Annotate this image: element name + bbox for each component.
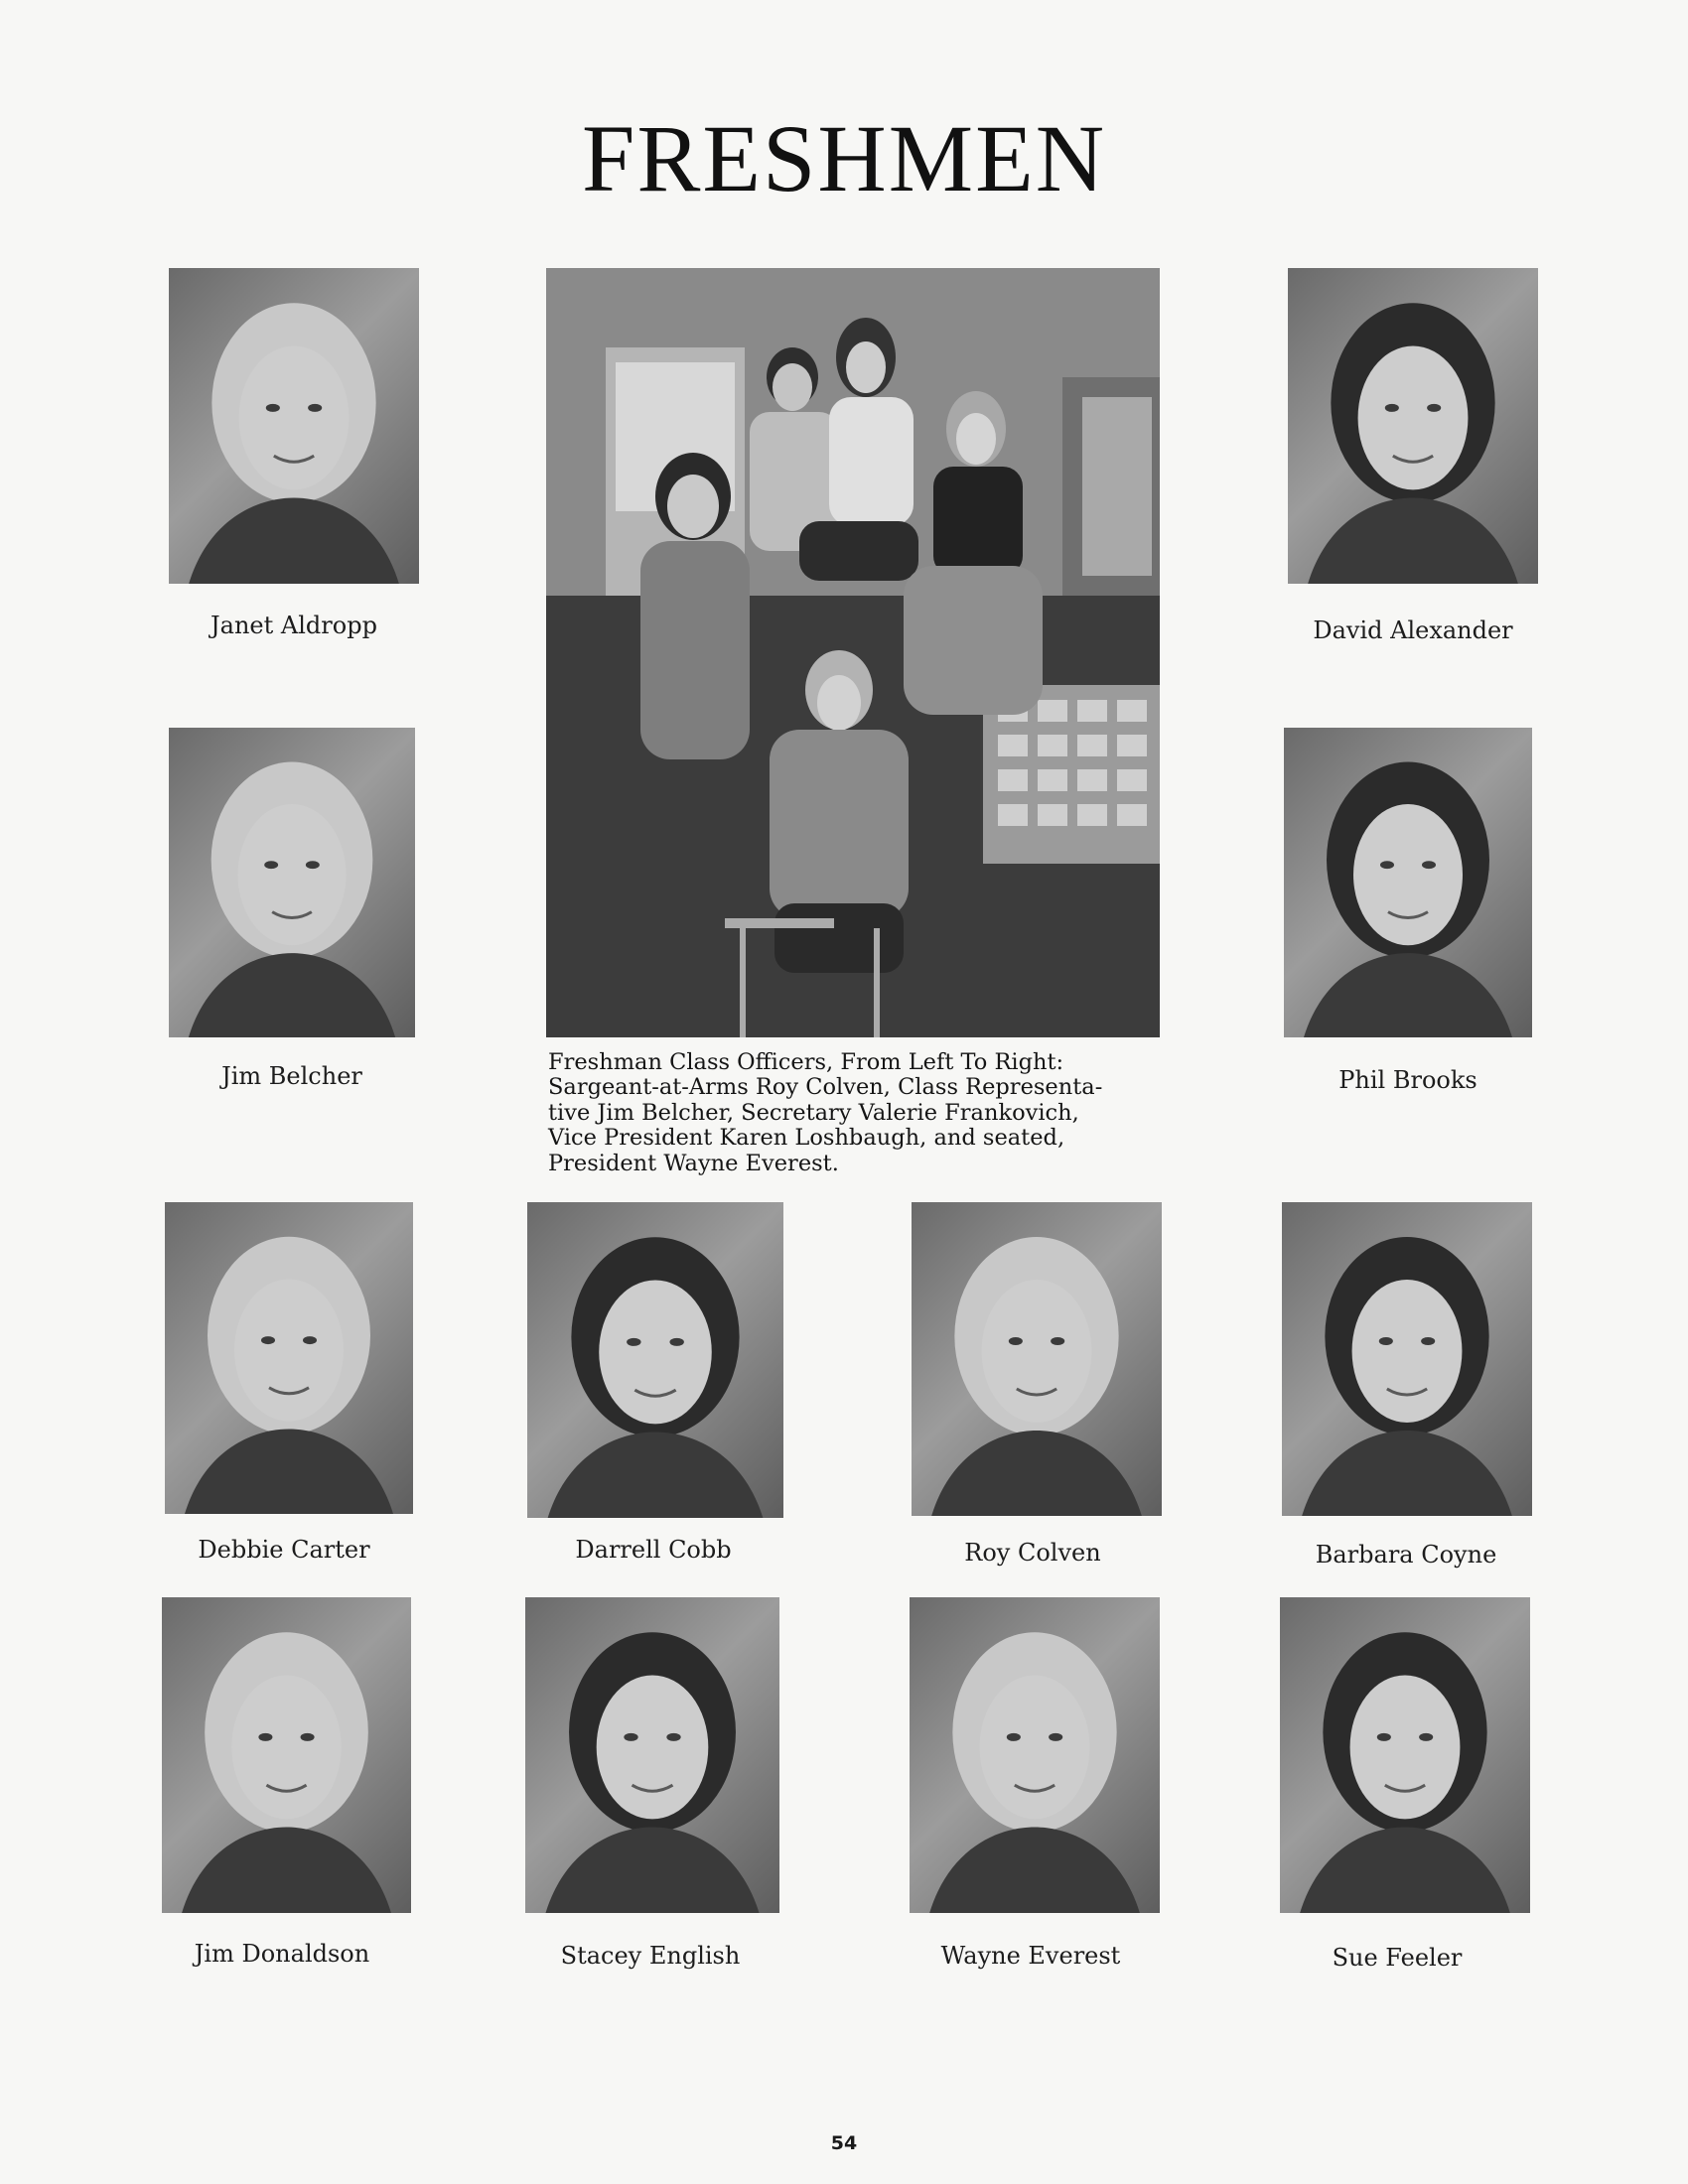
portrait-silhouette [169, 268, 419, 584]
page-title: FRESHMEN [581, 105, 1107, 211]
portrait-name: Debbie Carter [198, 1536, 370, 1564]
portrait-photo [527, 1202, 783, 1518]
portrait-silhouette [1284, 728, 1532, 1037]
portrait-name: Roy Colven [964, 1539, 1101, 1567]
portrait-name: Phil Brooks [1338, 1066, 1477, 1094]
portrait-silhouette [169, 728, 415, 1037]
portrait-photo [165, 1202, 413, 1514]
portrait-silhouette [912, 1202, 1162, 1516]
caption-line: Sargeant-at-Arms Roy Colven, Class Representa- [548, 1074, 1103, 1101]
portrait-photo [1288, 268, 1538, 584]
portrait-name: Barbara Coyne [1315, 1541, 1497, 1569]
class-officers-group-photo [546, 268, 1160, 1037]
portrait-name: Darrell Cobb [575, 1536, 732, 1564]
portrait-name: Stacey English [560, 1942, 741, 1970]
portrait-name: Jim Donaldson [194, 1940, 370, 1968]
portrait-photo [169, 728, 415, 1037]
portrait-photo [1282, 1202, 1532, 1516]
portrait-name: Janet Aldropp [211, 612, 377, 639]
portrait-name: Jim Belcher [221, 1062, 362, 1090]
caption-line: President Wayne Everest. [548, 1150, 839, 1176]
portrait-silhouette [527, 1202, 783, 1518]
portrait-photo [1280, 1597, 1530, 1913]
portrait-photo [525, 1597, 779, 1913]
portrait-silhouette [525, 1597, 779, 1913]
portrait-photo [912, 1202, 1162, 1516]
portrait-photo [1284, 728, 1532, 1037]
caption-line: Freshman Class Officers, From Left To Right: [548, 1049, 1064, 1075]
portrait-name: Wayne Everest [940, 1942, 1121, 1970]
caption-line: Vice President Karen Loshbaugh, and seated, [548, 1125, 1065, 1152]
portrait-silhouette [1280, 1597, 1530, 1913]
page-number: 54 [830, 2132, 858, 2154]
portrait-silhouette [910, 1597, 1160, 1913]
portrait-photo [169, 268, 419, 584]
caption-line: tive Jim Belcher, Secretary Valerie Frankovich, [548, 1099, 1079, 1126]
portrait-photo [910, 1597, 1160, 1913]
portrait-silhouette [1282, 1202, 1532, 1516]
portrait-silhouette [165, 1202, 413, 1514]
portrait-name: David Alexander [1313, 616, 1513, 644]
group-photo-caption [548, 1050, 1164, 1176]
portrait-silhouette [162, 1597, 411, 1913]
portrait-photo [162, 1597, 411, 1913]
portrait-silhouette [1288, 268, 1538, 584]
portrait-name: Sue Feeler [1332, 1944, 1463, 1972]
